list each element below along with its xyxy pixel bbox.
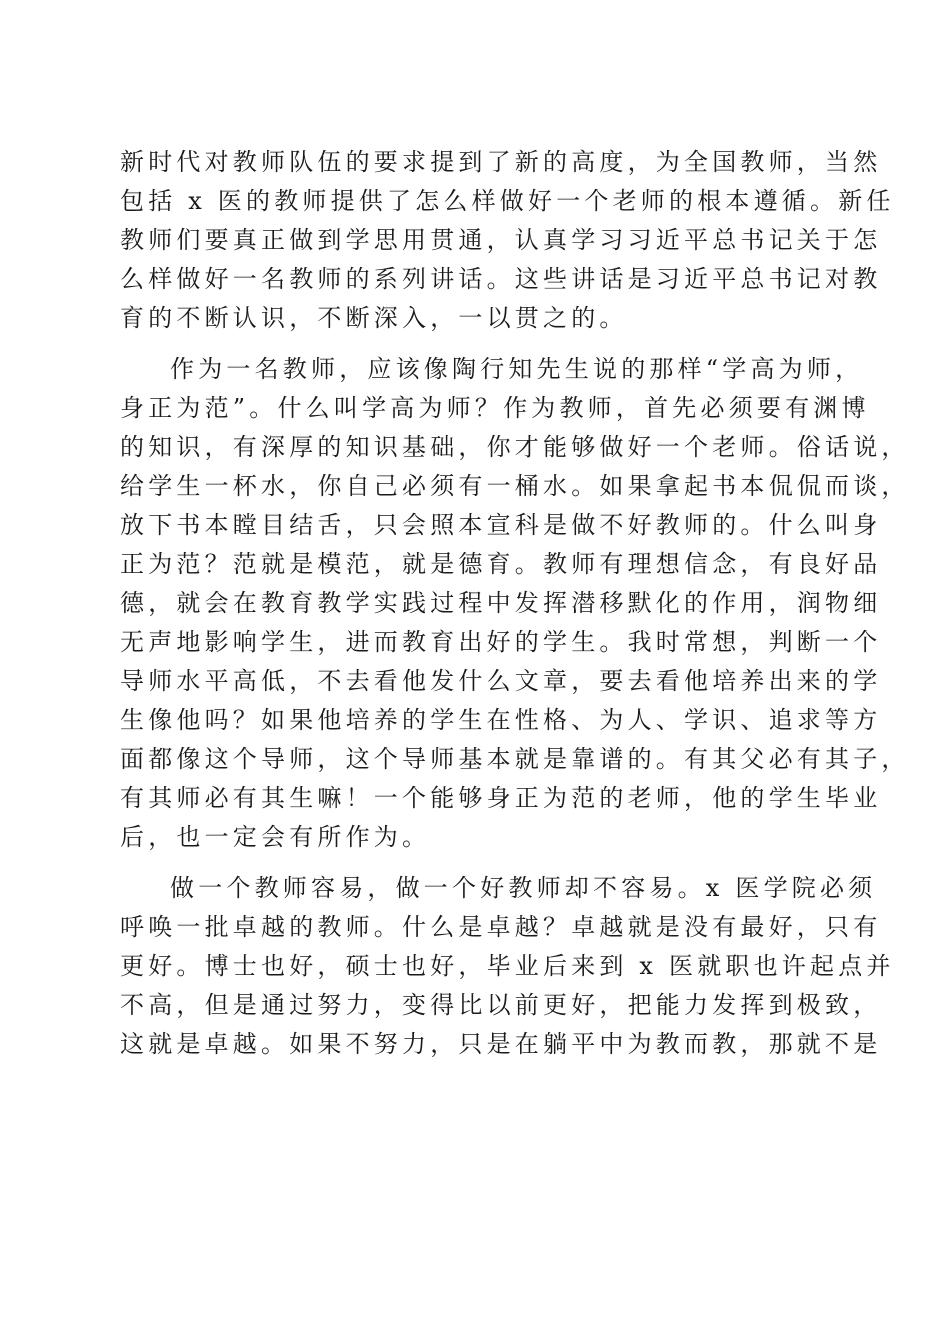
paragraph-2-line-3: 的知识，有深厚的知识基础，你才能够做好一个老师。俗话说，: [120, 433, 910, 461]
paragraph-1-line-1: 新时代对教师队伍的要求提到了新的高度，为全国教师，当然: [120, 148, 882, 176]
paragraph-2-line-4: 给学生一杯水，你自己必须有一桶水。如果拿起书本侃侃而谈，: [120, 472, 910, 500]
paragraph-2-line-5: 放下书本瞠目结舌，只会照本宣科是做不好教师的。什么叫身: [120, 511, 882, 539]
paragraph-1-line-2: 包括 x 医的教师提供了怎么样做好一个老师的根本遵循。新任: [120, 187, 895, 215]
paragraph-2-line-11: 面都像这个导师，这个导师基本就是靠谱的。有其父必有其子，: [120, 745, 910, 773]
paragraph-2-line-13: 后，也一定会有所作为。: [120, 823, 431, 851]
paragraph-3-line-3: 更好。博士也好，硕士也好，毕业后来到 x 医就职也许起点并: [120, 952, 895, 980]
document-body: [120, 143, 910, 1064]
paragraph-2-line-9: 导师水平高低，不去看他发什么文章，要去看他培养出来的学: [120, 667, 882, 695]
paragraph-1-line-3: 教师们要真正做到学思用贯通，认真学习习近平总书记关于怎: [120, 226, 882, 254]
paragraph-spacer: [120, 338, 840, 350]
paragraph-2-line-8: 无声地影响学生，进而教育出好的学生。我时常想，判断一个: [120, 628, 882, 656]
paragraph-3-line-1: 做一个教师容易，做一个好教师却不容易。x 医学院必须: [170, 874, 877, 902]
paragraph-2-line-2: 身正为范”。什么叫学高为师？作为教师，首先必须要有渊博: [120, 394, 870, 422]
paragraph-3-line-4: 不高，但是通过努力，变得比以前更好，把能力发挥到极致，: [120, 991, 882, 1019]
paragraph-2-line-6: 正为范？范就是模范，就是德育。教师有理想信念，有良好品: [120, 550, 882, 578]
paragraph-2-line-7: 德，就会在教育教学实践过程中发挥潜移默化的作用，润物细: [120, 589, 882, 617]
paragraph-3-line-2: 呼唤一批卓越的教师。什么是卓越？卓越就是没有最好，只有: [120, 913, 882, 941]
paragraph-2-line-10: 生像他吗？如果他培养的学生在性格、为人、学识、追求等方: [120, 706, 882, 734]
paragraph-2-line-1: 作为一名教师，应该像陶行知先生说的那样“学高为师，: [170, 355, 864, 383]
paragraph-3-line-5: 这就是卓越。如果不努力，只是在躺平中为教而教，那就不是: [120, 1030, 882, 1058]
paragraph-1-line-5: 育的不断认识，不断深入，一以贯之的。: [120, 304, 628, 332]
paragraph-1-line-4: 么样做好一名教师的系列讲话。这些讲话是习近平总书记对教: [120, 265, 882, 293]
paragraph-2-line-12: 有其师必有其生嘛！一个能够身正为范的老师，他的学生毕业: [120, 784, 882, 812]
paragraph-spacer: [120, 857, 840, 869]
